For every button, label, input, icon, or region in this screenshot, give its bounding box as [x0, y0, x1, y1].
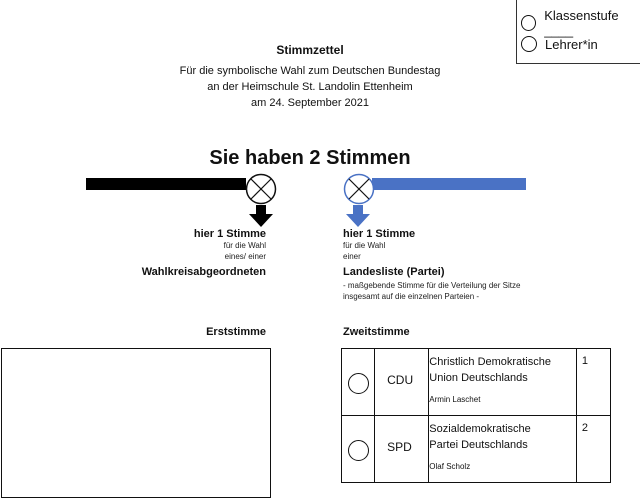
first-vote-head: hier 1 Stimme [193, 228, 266, 240]
first-vote-cross-circle-icon [245, 173, 277, 205]
role-option-lehrer[interactable] [521, 36, 598, 52]
header-line-2: an der Heimschule St. Landolin Ettenheim [207, 81, 413, 93]
erststimme-label: Erststimme [206, 326, 266, 338]
party-abbr: SPD [387, 440, 412, 454]
party-row-spd [342, 416, 611, 483]
role-option-klassenstufe[interactable] [521, 8, 640, 38]
ballot-header [150, 43, 470, 111]
party-radio-spd[interactable] [348, 440, 369, 461]
role-label-klassenstufe: Klassenstufe ____ [544, 8, 619, 38]
party-name [429, 421, 531, 453]
radio-klassenstufe[interactable] [521, 15, 536, 31]
party-candidate: Olaf Scholz [429, 462, 471, 471]
second-vote-target: Landesliste (Partei) [343, 266, 445, 278]
ballot-title: Stimmzettel [276, 43, 344, 57]
header-line-3: am 24. September 2021 [250, 97, 370, 109]
party-list-table [341, 348, 611, 483]
first-vote-line1: für die Wahl [223, 241, 266, 250]
first-vote-arrow-down-icon [249, 205, 273, 227]
second-vote-bar [372, 178, 526, 190]
second-vote-info [343, 228, 573, 302]
party-name-line1: Sozialdemokratische [429, 423, 531, 435]
second-vote-note1: - maßgebende Stimme für die Verteilung der Sitze [343, 281, 521, 290]
header-line-1: Für die symbolische Wahl zum Deutschen Bundestag [179, 65, 441, 77]
second-vote-note2: insgesamt auf die einzelnen Parteien - [343, 292, 480, 301]
erststimme-candidate-box [1, 348, 271, 498]
radio-lehrer[interactable] [521, 36, 537, 52]
main-heading: Sie haben 2 Stimmen [209, 147, 411, 169]
second-vote-cross-circle-icon [343, 173, 375, 205]
party-row-cdu [342, 349, 611, 416]
first-vote-bar [86, 178, 246, 190]
party-name-line1: Christlich Demokratische [429, 356, 551, 368]
second-vote-arrow-down-icon [346, 205, 370, 227]
party-candidate: Armin Laschet [429, 395, 481, 404]
first-vote-line2: eines/ einer [224, 252, 266, 261]
party-number: 1 [581, 355, 588, 367]
zweitstimme-label: Zweitstimme [343, 326, 410, 338]
party-radio-cdu[interactable] [348, 373, 369, 394]
second-vote-line1: für die Wahl [343, 241, 386, 250]
first-vote-info [120, 228, 266, 278]
party-number: 2 [581, 422, 588, 434]
first-vote-target: Wahlkreisabgeordneten [141, 266, 266, 278]
second-vote-head: hier 1 Stimme [343, 228, 416, 240]
party-name [429, 354, 551, 386]
party-name-line2: Union Deutschlands [429, 372, 528, 384]
party-abbr: CDU [387, 373, 414, 387]
voter-role-box [516, 0, 640, 64]
second-vote-line2: einer [343, 252, 361, 261]
role-label-lehrer: Lehrer*in [545, 36, 598, 52]
party-name-line2: Partei Deutschlands [429, 439, 528, 451]
